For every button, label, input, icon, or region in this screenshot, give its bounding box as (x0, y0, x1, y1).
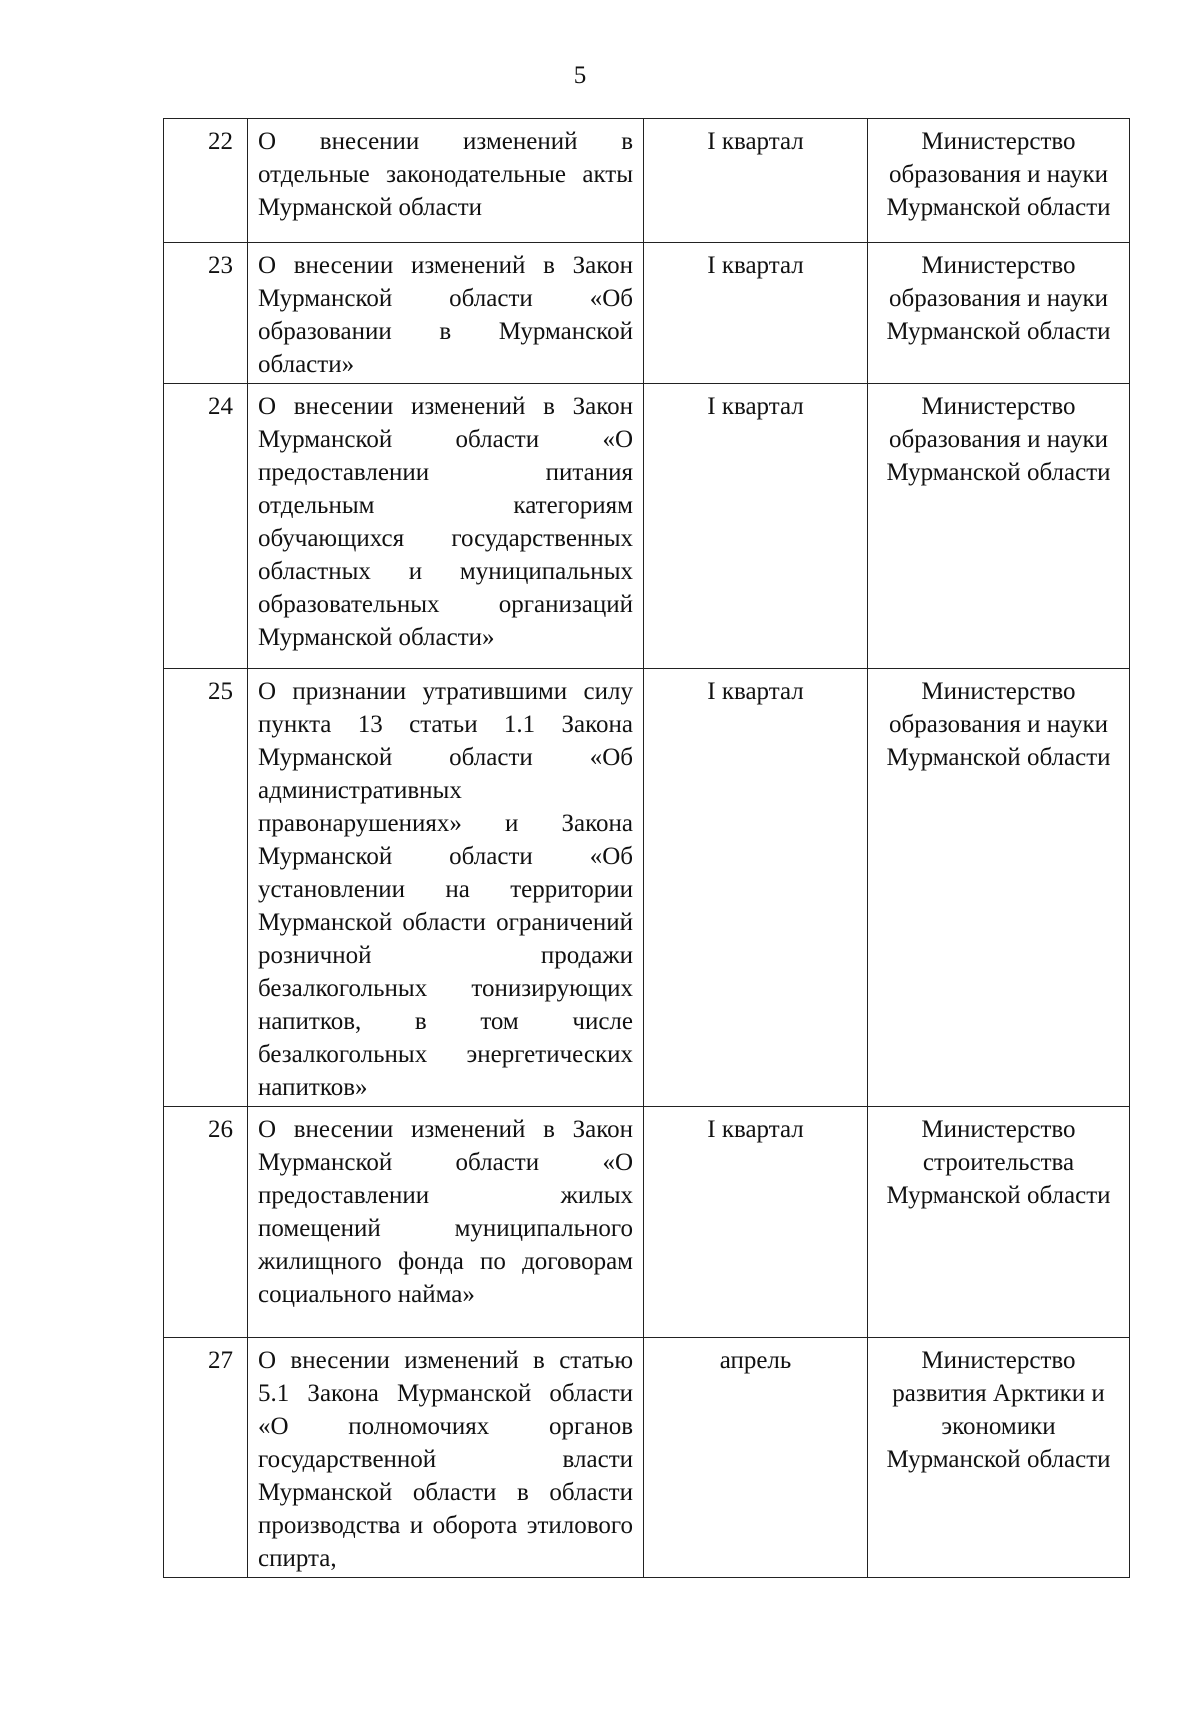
bill-title (248, 669, 644, 1107)
deadline: I квартал (644, 1107, 868, 1338)
responsible-executor: Министерство образования и науки Мурманской области (868, 119, 1130, 243)
table-row (164, 669, 1130, 1107)
row-number: 22 (164, 119, 248, 243)
table-row (164, 384, 1130, 669)
bill-title (248, 384, 644, 669)
responsible-executor: Министерство образования и науки Мурманской области (868, 243, 1130, 384)
bill-title-text: О внесении изменений в Закон Мурманской области «О предоставлении жилых помещений муниципального жилищного фонда по договорам социального найма» (258, 1116, 633, 1308)
bill-title-text: О внесении изменений в Закон Мурманской области «О предоставлении питания отдельным категориям обучающихся государственных областных и муниципальных образовательных организаций Мурманской области» (258, 393, 633, 651)
legislative-plan-table (163, 118, 1130, 1578)
responsible-executor: Министерство строительства Мурманской области (868, 1107, 1130, 1338)
row-number: 27 (164, 1338, 248, 1578)
bill-title-text: О внесении изменений в Закон Мурманской области «Об образовании в Мурманской области» (258, 252, 633, 378)
row-number: 23 (164, 243, 248, 384)
bill-title (248, 1338, 644, 1578)
responsible-executor: Министерство образования и науки Мурманской области (868, 384, 1130, 669)
bill-title-text: О внесении изменений в статью 5.1 Закона Мурманской области «О полномочиях органов государственной власти Мурманской области в области производства и оборота этилового спирта, (258, 1347, 633, 1572)
bill-title (248, 119, 644, 243)
deadline: I квартал (644, 669, 868, 1107)
row-number: 25 (164, 669, 248, 1107)
responsible-executor: Министерство развития Арктики и экономики Мурманской области (868, 1338, 1130, 1578)
table-row (164, 243, 1130, 384)
table-row (164, 1107, 1130, 1338)
deadline: I квартал (644, 119, 868, 243)
bill-title (248, 1107, 644, 1338)
bill-title (248, 243, 644, 384)
table-row (164, 1338, 1130, 1578)
deadline: I квартал (644, 384, 868, 669)
table-row (164, 119, 1130, 243)
bill-title-text: О признании утратившими силу пункта 13 статьи 1.1 Закона Мурманской области «Об административных правонарушениях» и Закона Мурманской области «Об установлении на территории Мурманской области ограничений розничной продажи безалкогольных тонизирующих напитков, в том числе безалкогольных энергетических напитков» (258, 678, 633, 1101)
row-number: 24 (164, 384, 248, 669)
row-number: 26 (164, 1107, 248, 1338)
page-number: 5 (573, 62, 587, 89)
responsible-executor: Министерство образования и науки Мурманской области (868, 669, 1130, 1107)
deadline: апрель (644, 1338, 868, 1578)
bill-title-text: О внесении изменений в отдельные законодательные акты Мурманской области (258, 128, 633, 221)
deadline: I квартал (644, 243, 868, 384)
